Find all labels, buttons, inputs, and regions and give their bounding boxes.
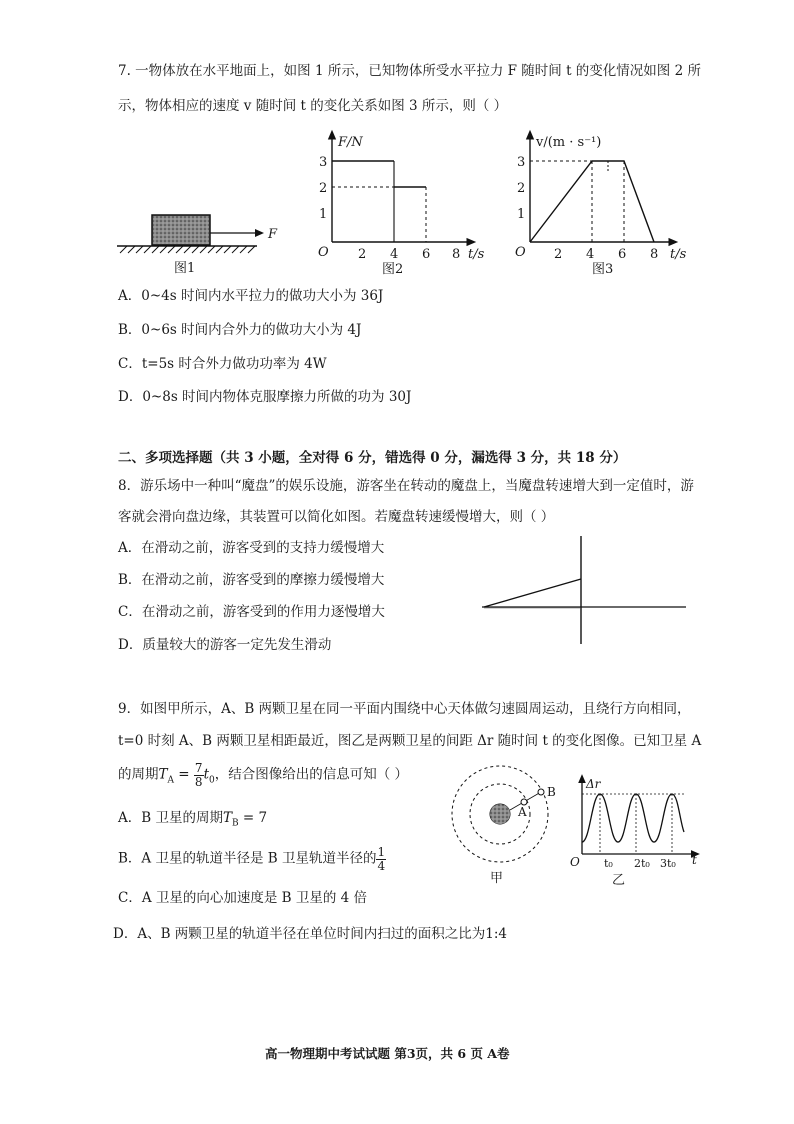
ground-hatch [120, 246, 255, 253]
xtick-2t0: 2t₀ [634, 857, 650, 870]
q9-line1: 9．如图甲所示，A、B 两颗卫星在同一平面内围绕中心天体做匀速圆周运动，且绕行方向相同， [118, 701, 691, 717]
xtick-2: 2 [554, 247, 563, 262]
q7-figure-1 [112, 200, 292, 280]
origin: O [318, 245, 329, 260]
xtick-2: 2 [358, 247, 367, 262]
xtick-6: 6 [618, 247, 627, 262]
xtick-4: 4 [390, 247, 399, 262]
t0-sub: 0 [209, 775, 215, 786]
section-heading: 二、多项选择题（共 3 小题，全对得 6 分，错选得 0 分，漏选得 3 分，共 18 分） [118, 450, 627, 466]
ytick-1: 1 [517, 207, 526, 222]
ylabel: v/(m · s⁻¹) [536, 135, 602, 150]
q9-option-b: B．A 卫星的轨道半径是 B 卫星轨道半径的 $\frac{1}{4}$ [118, 845, 386, 873]
q7-figure-2 [310, 128, 490, 278]
xtick-t0: t₀ [604, 857, 613, 870]
xtick-3t0: 3t₀ [660, 857, 676, 870]
q8-figure [478, 534, 690, 646]
xlabel: t/s [468, 247, 485, 262]
period-eq: = [174, 766, 194, 783]
ytick-1: 1 [319, 207, 328, 222]
q9-option-a: A．B 卫星的周期$T_B = 7$ [118, 810, 268, 829]
yi-caption: 乙 [612, 873, 626, 888]
period-sub: A [167, 775, 175, 786]
separation-curve [582, 794, 684, 842]
xlabel: t [692, 853, 697, 867]
q9-figure-yi [568, 772, 704, 890]
q7-option-b: B．0~6s 时间内合外力的做功大小为 4J [118, 322, 362, 338]
q8-line1: 8．游乐场中一种叫“魔盘”的娱乐设施，游客坐在转动的魔盘上，当魔盘转速增大到一定值时，游 [118, 478, 694, 494]
disc-surface [484, 579, 581, 607]
jia-caption: 甲 [490, 871, 504, 886]
q8-line2: 客就会滑向盘边缘，其装置可以简化如图。若魔盘转速缓慢增大，则（ ） [118, 509, 555, 525]
satellite-b [538, 789, 544, 795]
t0-symbol: t [203, 766, 209, 783]
ytick-3: 3 [319, 155, 328, 170]
period-fraction: $\frac{7}{8}$ [194, 761, 203, 789]
xtick-6: 6 [422, 247, 431, 262]
fig2-caption: 图2 [382, 262, 404, 277]
q8-option-a: A．在滑动之前，游客受到的支持力缓慢增大 [118, 540, 385, 556]
page-footer: 高一物理期中考试试题 第3页，共 6 页 A卷 [265, 1046, 510, 1061]
xtick-4: 4 [586, 247, 595, 262]
ytick-2: 2 [319, 181, 328, 196]
force-label: F [268, 227, 278, 242]
q8-option-c: C．在滑动之前，游客受到的作用力逐慢增大 [118, 604, 385, 620]
label-b: B [547, 785, 556, 799]
ytick-3: 3 [517, 155, 526, 170]
q9-option-c: C．A 卫星的向心加速度是 B 卫星的 4 倍 [118, 890, 368, 906]
q7-option-c: C．t=5s 时合外力做功功率为 4W [118, 356, 327, 372]
q7-figure-3 [504, 128, 704, 278]
q8-option-b: B．在滑动之前，游客受到的摩擦力缓慢增大 [118, 572, 385, 588]
q9-line2: t=0 时刻 A、B 两颗卫星相距最近，图乙是两颗卫星的间距 Δr 随时间 t 的变化图像。已知卫星 A [118, 733, 702, 749]
fig1-caption: 图1 [174, 261, 196, 276]
q7-option-a: A．0~4s 时间内水平拉力的做功大小为 36J [118, 288, 384, 304]
q9-line3-suffix: ，结合图像给出的信息可知（ ） [214, 766, 409, 783]
label-a: A [518, 805, 527, 819]
q9-line3 [118, 762, 408, 788]
q7-line1: 7. 一物体放在水平地面上，如图 1 所示，已知物体所受水平拉力 F 随时间 t 的变化情况如图 2 所 [118, 63, 701, 79]
period-symbol: T [158, 766, 168, 783]
xlabel: t/s [670, 247, 687, 262]
origin: O [515, 245, 526, 260]
xtick-8: 8 [452, 247, 461, 262]
q7-line2: 示，物体相应的速度 v 随时间 t 的变化关系如图 3 所示，则（ ） [118, 98, 508, 114]
xtick-8: 8 [650, 247, 659, 262]
q9-line3-prefix: 的周期 [118, 766, 159, 783]
q7-option-d: D．0~8s 时间内物体克服摩擦力所做的功为 30J [118, 389, 412, 405]
ytick-2: 2 [517, 181, 526, 196]
origin: O [570, 855, 580, 869]
fig3-caption: 图3 [592, 262, 614, 277]
q9-option-d: D．A、B 两颗卫星的轨道半径在单位时间内扫过的面积之比为1:4 [113, 926, 508, 942]
ylabel: F/N [338, 135, 363, 150]
q9-figure-jia [446, 764, 566, 889]
ylabel: Δr [586, 777, 601, 791]
q8-option-d: D．质量较大的游客一定先发生滑动 [118, 637, 332, 653]
